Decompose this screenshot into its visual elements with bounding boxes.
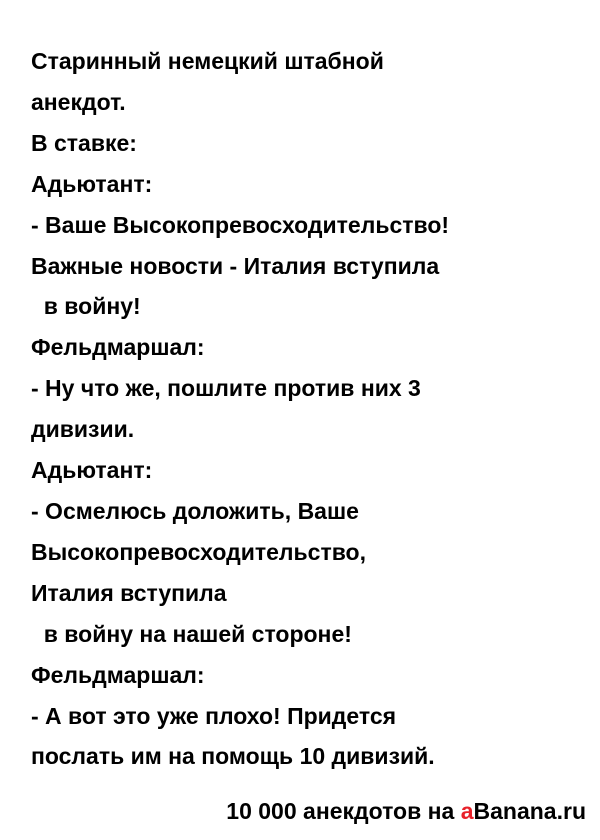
joke-text — [31, 41, 591, 777]
brand-name: Banana.ru — [473, 798, 586, 824]
joke-line: в войну на нашей стороне! — [31, 620, 352, 647]
joke-line: Высокопревосходительство, — [31, 538, 366, 565]
joke-line: - Осмелюсь доложить, Ваше — [31, 497, 359, 524]
joke-line: - Ну что же, пошлите против них 3 — [31, 375, 421, 402]
joke-line: Адьютант: — [31, 457, 153, 484]
joke-line: - Ваше Высокопревосходительство! — [31, 211, 450, 238]
joke-line: В ставке: — [31, 129, 137, 156]
joke-line: в войну! — [31, 293, 141, 320]
joke-line: Адьютант: — [31, 170, 153, 197]
brand-name-accent: a — [460, 798, 474, 824]
joke-line: Важные новости - Италия вступила — [31, 252, 440, 279]
joke-line: анекдот. — [31, 88, 126, 115]
joke-line: послать им на помощь 10 дивизий. — [31, 743, 435, 770]
joke-line: Италия вступила — [31, 579, 227, 606]
joke-line: дивизии. — [31, 416, 135, 443]
joke-line: - А вот это уже плохо! Придется — [31, 702, 397, 729]
footer-watermark — [0, 791, 600, 831]
footer-text: 10 000 анекдотов на — [226, 798, 461, 824]
joke-line: Фельдмаршал: — [31, 661, 205, 688]
joke-line: Старинный немецкий штабной — [31, 48, 384, 74]
joke-line: Фельдмаршал: — [31, 334, 205, 361]
